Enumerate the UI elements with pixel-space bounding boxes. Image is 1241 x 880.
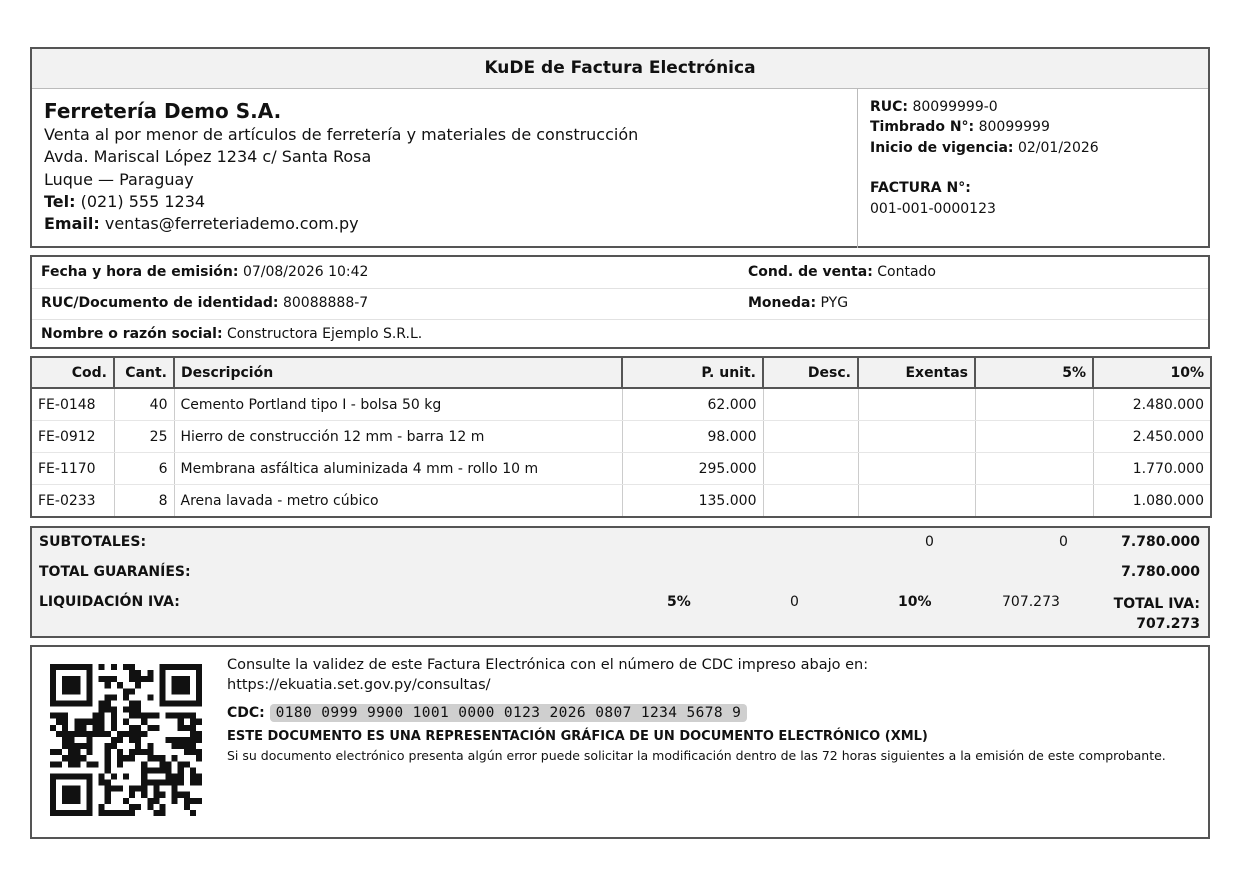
item-cant: 6 [114, 453, 174, 485]
col-header-iva5: 5% [975, 357, 1093, 388]
sale-condition-label: Cond. de venta: [748, 264, 873, 280]
item-desc: Membrana asfáltica aluminizada 4 mm - rollo 10 m [174, 453, 622, 485]
company-activity: Venta al por menor de artículos de ferretería y materiales de construcción [44, 125, 639, 144]
iva5-label: 5% [667, 594, 691, 610]
total-iva [1114, 594, 1200, 634]
factura-number: 001-001-0000123 [870, 200, 996, 217]
item-iva10: 2.480.000 [1093, 388, 1211, 421]
email-value: ventas@ferreteriademo.com.py [104, 214, 359, 234]
item-descuento [763, 421, 858, 453]
company-address: Avda. Mariscal López 1234 c/ Santa Rosa [44, 147, 372, 167]
col-header-punit: P. unit. [622, 357, 763, 388]
item-exentas [858, 388, 975, 421]
col-header-descripcion: Descripción [174, 357, 622, 388]
item-iva5 [975, 485, 1093, 518]
vigencia-value: 02/01/2026 [1017, 139, 1099, 156]
total-iva-label: TOTAL IVA: [1113, 596, 1200, 612]
subtotal-iva5: 0 [1059, 534, 1068, 550]
details-row [32, 257, 1208, 289]
document-title: KuDE de Factura Electrónica [32, 49, 1208, 89]
item-iva5 [975, 453, 1093, 485]
customer-name-label: Nombre o razón social: [41, 326, 223, 342]
item-descuento [763, 453, 858, 485]
validation-text [227, 655, 1190, 765]
details-row [32, 288, 1208, 320]
consult-url[interactable]: https://ekuatia.set.gov.py/consultas/ [227, 677, 491, 693]
customer-ruc-label: RUC/Documento de identidad: [41, 295, 279, 311]
col-header-desc: Desc. [763, 357, 858, 388]
company-email [44, 213, 845, 235]
item-exentas [858, 485, 975, 518]
subtotals-label: SUBTOTALES: [39, 534, 147, 550]
invoice-details [30, 255, 1210, 349]
correction-notice: Si su documento electrónico presenta algún error puede solicitar la modificación dentro de las 72 horas siguientes a la emisión de este comprobante. [227, 748, 1166, 763]
emission-date-value: 07/08/2026 10:42 [242, 264, 369, 280]
col-header-cant: Cant. [114, 357, 174, 388]
currency [748, 288, 848, 318]
item-cod: FE-1170 [31, 453, 114, 485]
currency-label: Moneda: [748, 295, 817, 311]
item-cant: 25 [114, 421, 174, 453]
ruc-label: RUC: [870, 99, 909, 115]
fiscal-info [857, 88, 1208, 248]
timbrado-label: Timbrado N°: [870, 119, 975, 136]
consult-text: Consulte la validez de este Factura Electrónica con el número de CDC impreso abajo en: [227, 657, 869, 673]
currency-value: PYG [820, 295, 849, 311]
cdc-line [227, 702, 1190, 724]
subtotal-iva10: 7.780.000 [1121, 534, 1200, 550]
total-guaranies-value: 7.780.000 [1121, 564, 1200, 580]
company-name: Ferretería Demo S.A. [44, 99, 282, 123]
item-cant: 40 [114, 388, 174, 421]
ruc-value: 80099999-0 [912, 99, 998, 115]
iva-liquidation-label: LIQUIDACIÓN IVA: [39, 594, 180, 610]
item-iva5 [975, 421, 1093, 453]
total-guaranies-label: TOTAL GUARANÍES: [39, 564, 191, 580]
item-punit: 98.000 [622, 421, 763, 453]
item-punit: 135.000 [622, 485, 763, 518]
vigencia-label: Inicio de vigencia: [870, 139, 1014, 156]
item-descuento [763, 485, 858, 518]
company-tel [44, 191, 845, 213]
item-iva10: 1.770.000 [1093, 453, 1211, 485]
col-header-iva10: 10% [1093, 357, 1211, 388]
item-iva5 [975, 388, 1093, 421]
item-exentas [858, 421, 975, 453]
iva10-label: 10% [898, 594, 932, 610]
customer-ruc [41, 288, 368, 318]
iva10-value: 707.273 [1002, 594, 1060, 610]
invoice-header [30, 47, 1210, 248]
emission-date-label: Fecha y hora de emisión: [41, 264, 239, 280]
col-header-cod: Cod. [31, 357, 114, 388]
customer-name-value: Constructora Ejemplo S.R.L. [227, 326, 423, 342]
item-cod: FE-0148 [31, 388, 114, 421]
table-row [31, 453, 1211, 485]
vigencia-line [870, 138, 1196, 158]
item-punit: 62.000 [622, 388, 763, 421]
email-label: Email: [44, 214, 100, 234]
factura-label-text: FACTURA N°: [870, 180, 971, 197]
items-table [30, 356, 1212, 518]
col-header-exentas: Exentas [858, 357, 975, 388]
customer-name [41, 319, 422, 349]
item-cod: FE-0912 [31, 421, 114, 453]
item-punit: 295.000 [622, 453, 763, 485]
item-exentas [858, 453, 975, 485]
item-desc: Hierro de construcción 12 mm - barra 12 m [174, 421, 622, 453]
ruc-line [870, 97, 1196, 117]
tel-value: (021) 555 1234 [80, 191, 206, 211]
customer-ruc-value: 80088888-7 [282, 295, 369, 311]
cdc-value: 0180 0999 9900 1001 0000 0123 2026 0807 1234 5678 9 [270, 704, 748, 722]
tel-label: Tel: [44, 191, 76, 211]
item-iva10: 2.450.000 [1093, 421, 1211, 453]
validation-footer [30, 645, 1210, 839]
xml-notice: ESTE DOCUMENTO ES UNA REPRESENTACIÓN GRÁFICA DE UN DOCUMENTO ELECTRÓNICO (XML) [227, 729, 928, 744]
timbrado-value: 80099999 [978, 119, 1050, 136]
item-cod: FE-0233 [31, 485, 114, 518]
sale-condition-value: Contado [877, 264, 936, 280]
iva5-value: 0 [790, 594, 799, 610]
details-row [32, 319, 1208, 350]
item-iva10: 1.080.000 [1093, 485, 1211, 518]
cdc-label: CDC: [227, 705, 265, 721]
table-row [31, 421, 1211, 453]
emission-date [41, 257, 368, 287]
totals-section [30, 526, 1210, 638]
sale-condition [748, 257, 936, 287]
company-city: Luque — Paraguay [44, 169, 194, 189]
table-row [31, 388, 1211, 421]
item-desc: Cemento Portland tipo I - bolsa 50 kg [174, 388, 622, 421]
table-header-row [31, 357, 1211, 388]
item-cant: 8 [114, 485, 174, 518]
item-desc: Arena lavada - metro cúbico [174, 485, 622, 518]
company-info [32, 88, 857, 248]
item-descuento [763, 388, 858, 421]
factura-label [870, 178, 1196, 198]
subtotal-exentas: 0 [925, 534, 934, 550]
total-iva-value: 707.273 [1136, 616, 1200, 632]
table-row [31, 485, 1211, 518]
qr-code-icon [50, 664, 202, 816]
timbrado-line [870, 117, 1196, 137]
